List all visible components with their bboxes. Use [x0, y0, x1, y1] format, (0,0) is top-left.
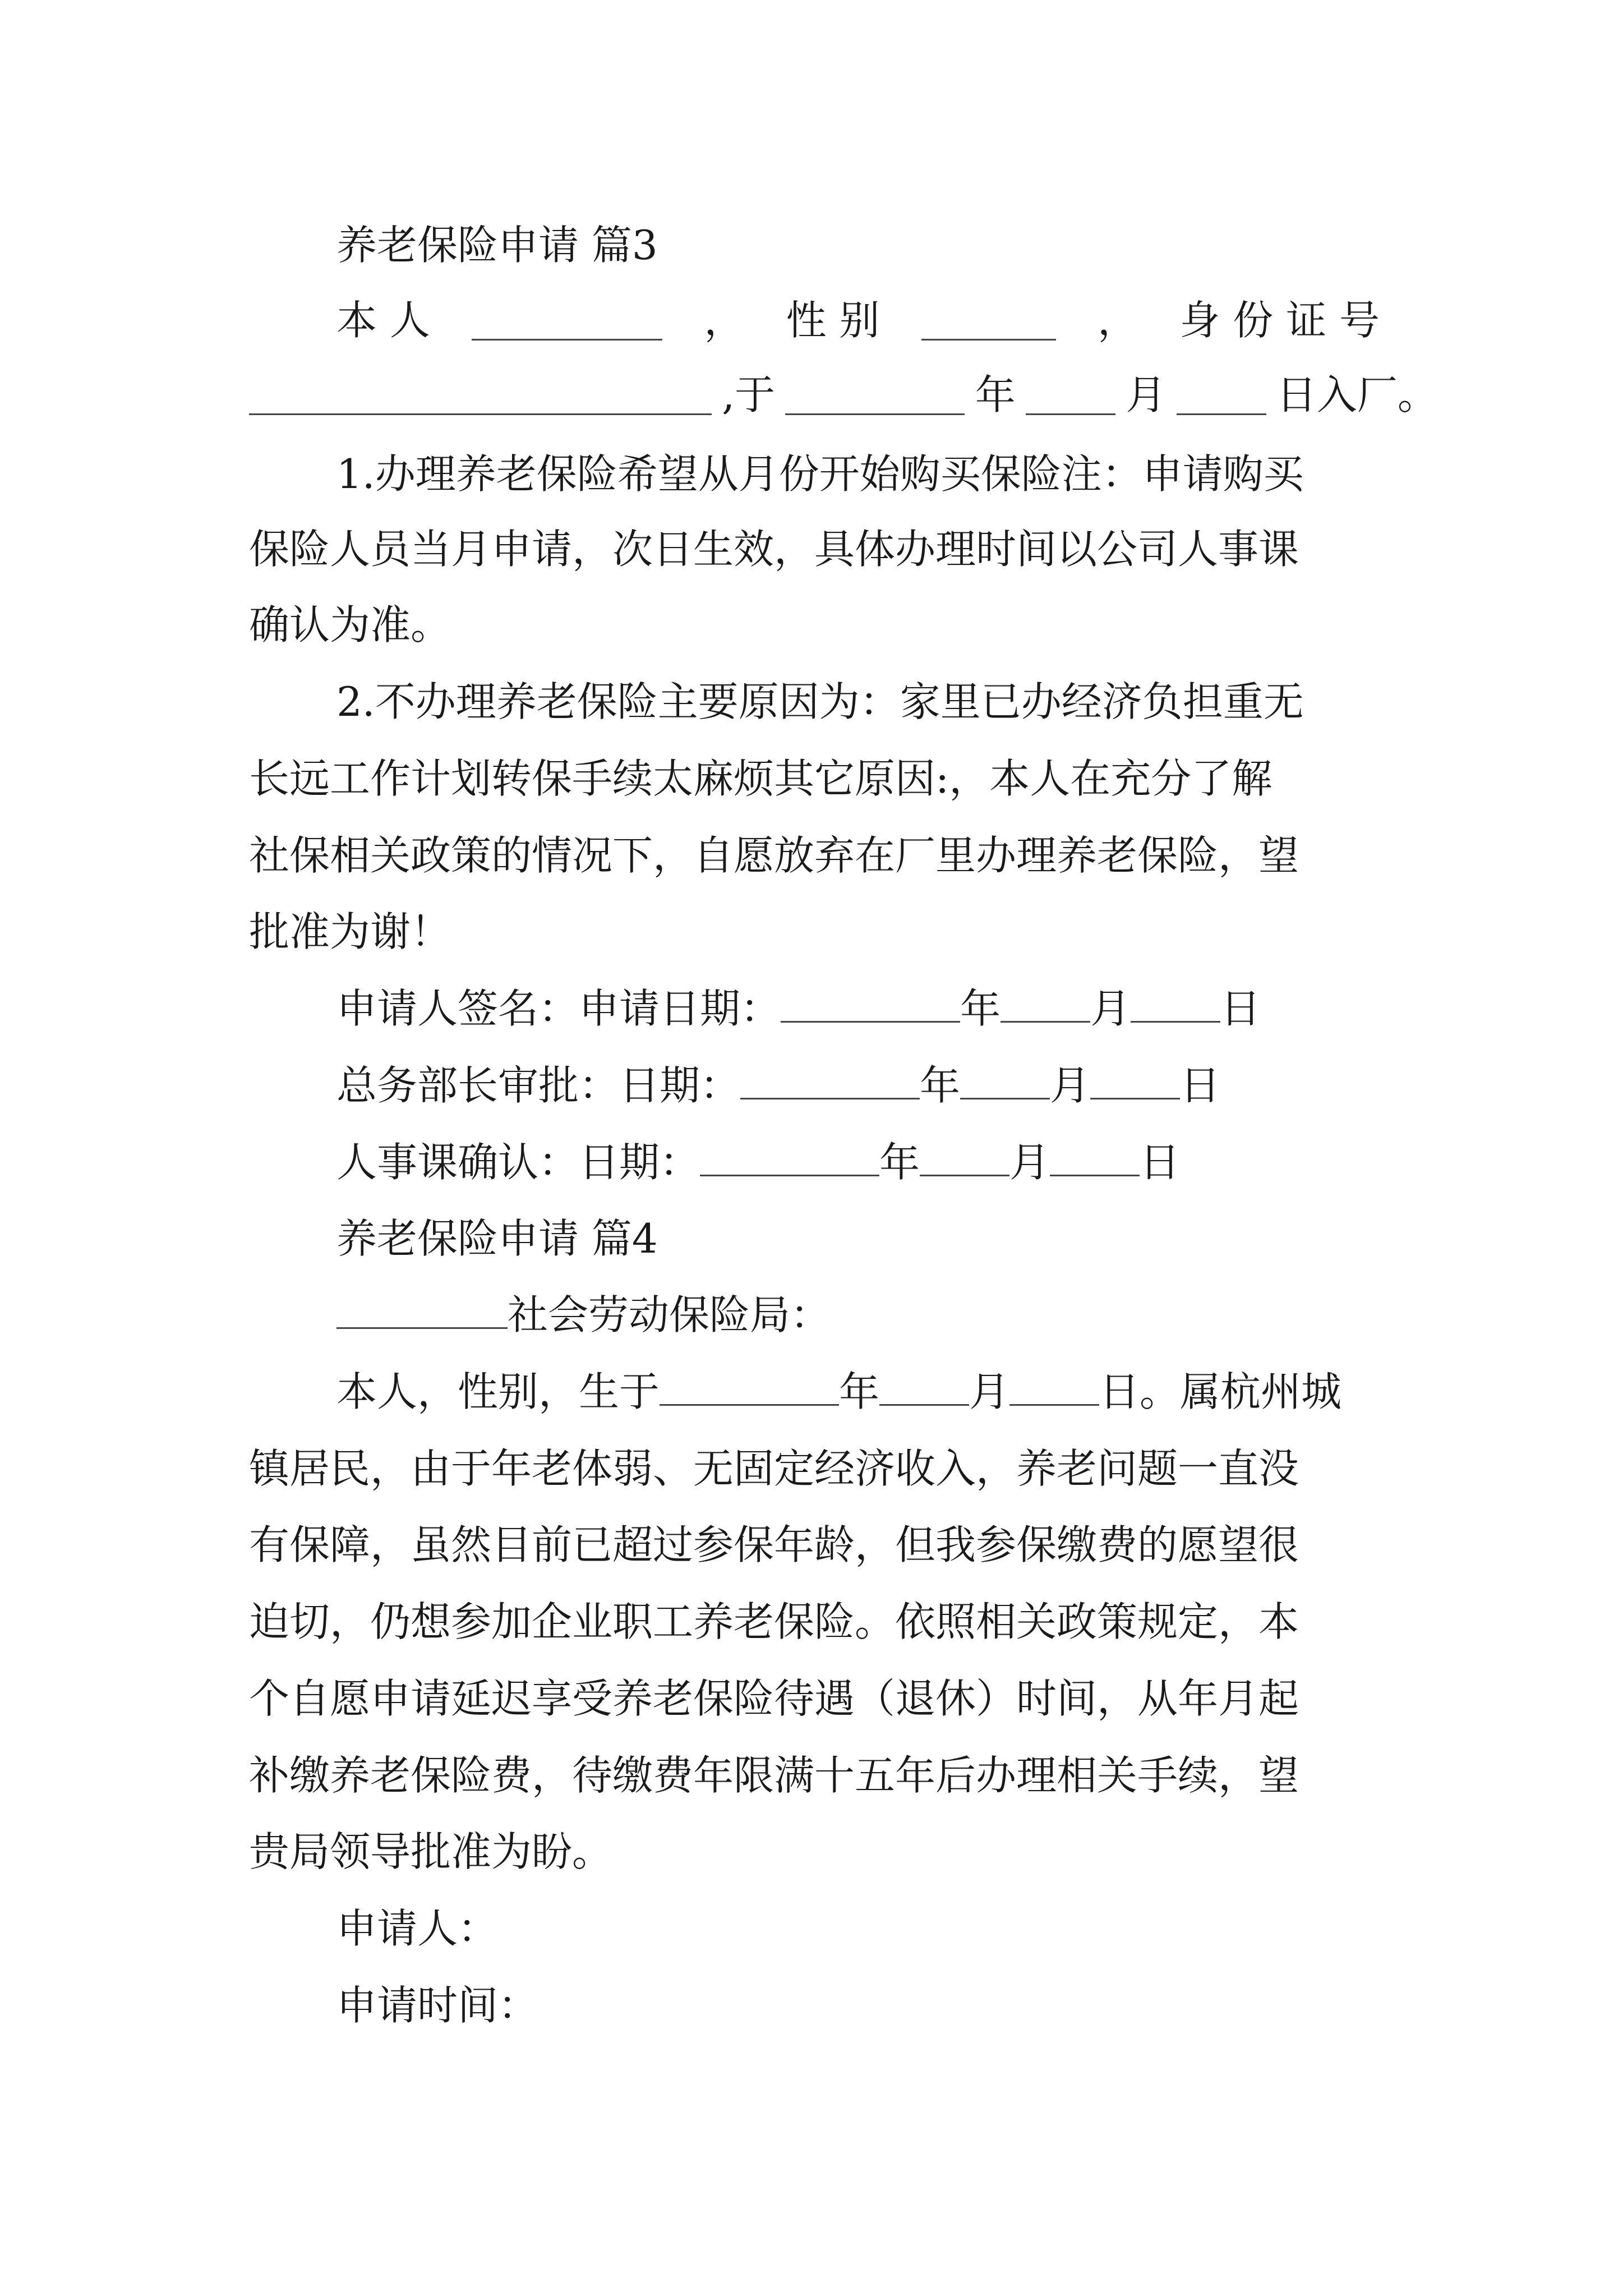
applicant-signature-line [336, 982, 1380, 1036]
sign3-month-label: 月 [1009, 1139, 1050, 1186]
hr-confirmation-label: 人事课确认：日期： [336, 1139, 700, 1186]
sign1-day-blank [1131, 983, 1220, 1023]
entry-year-label: 年 [975, 371, 1016, 418]
entry-day-blank [1177, 375, 1266, 415]
sign1-year-blank [781, 983, 960, 1023]
item1-line: 确认为准。 [249, 601, 451, 648]
applicant-signature-label: 申请人签名：申请日期： [336, 985, 781, 1032]
paragraph-line: 补缴养老保险费，待缴费年限满十五年后办理相关手续，望 [249, 1752, 1299, 1799]
entry-month-blank [1026, 375, 1115, 415]
item2-line: 批准为谢！ [249, 908, 451, 955]
bureau-name-blank [336, 1289, 508, 1329]
applicant-info-line [336, 293, 1380, 347]
paragraph-line: 个自愿申请延迟享受养老保险待遇（退休）时间，从年月起 [249, 1675, 1299, 1722]
sign2-year-blank [740, 1060, 920, 1099]
sign2-month-label: 月 [1050, 1062, 1091, 1109]
paragraph-line: 迫切，仍想参加企业职工养老保险。依照相关政策规定，本 [249, 1598, 1299, 1645]
sign2-year-label: 年 [920, 1062, 961, 1109]
birth-date-label: 本人，性别，生于 [336, 1368, 660, 1415]
item2-line: 长远工作计划转保手续太麻烦其它原因:，本人在充分了解 [249, 755, 1272, 802]
item1-line: 保险人员当月申请，次日生效，具体办理时间以公司人事课 [249, 526, 1299, 573]
gender-label: 性 别 [786, 297, 880, 344]
addressee-label: 社会劳动保险局： [508, 1291, 831, 1338]
addressee-line [336, 1288, 1380, 1342]
sign3-month-blank [920, 1137, 1009, 1176]
applicant-label: 申请人： [336, 1905, 499, 1952]
sign1-year-label: 年 [960, 985, 1001, 1032]
sign3-day-label: 日 [1140, 1139, 1181, 1186]
birth-date-line [336, 1365, 1380, 1419]
self-label: 本 人 [336, 297, 430, 344]
entry-month-label: 月 [1126, 371, 1166, 418]
sign3-year-label: 年 [879, 1139, 920, 1186]
sign1-day-label: 日 [1220, 985, 1261, 1032]
application-time-label: 申请时间： [336, 1982, 539, 2029]
comma-1: ， [704, 297, 745, 344]
sign3-day-blank [1050, 1137, 1140, 1176]
id-number-label: 身 份 证 号 [1179, 297, 1380, 344]
director-approval-label: 总务部长审批：日期： [336, 1062, 741, 1109]
sign2-month-blank [960, 1060, 1050, 1099]
director-approval-line [336, 1059, 1380, 1112]
sign1-month-label: 月 [1090, 985, 1131, 1032]
entry-comma-label: ,于 [722, 371, 776, 418]
birth-month-label: 月 [969, 1368, 1010, 1415]
birth-day-blank [1009, 1366, 1099, 1406]
sign1-month-blank [1000, 983, 1090, 1023]
id-number-blank [249, 375, 712, 415]
hr-confirmation-line [336, 1135, 1380, 1189]
birth-year-label: 年 [839, 1368, 880, 1415]
name-blank [472, 301, 662, 341]
section3-heading: 养老保险申请 篇3 [336, 222, 658, 269]
sign2-day-blank [1090, 1060, 1180, 1099]
paragraph-line: 有保障，虽然目前已超过参保年龄，但我参保缴费的愿望很 [249, 1521, 1299, 1568]
item2-line: 社保相关政策的情况下，自愿放弃在厂里办理养老保险，望 [249, 832, 1299, 879]
item1-line: 1.办理养老保险希望从月份开始购买保险注：申请购买 [336, 450, 1304, 498]
birth-year-blank [660, 1366, 839, 1406]
gender-blank [921, 301, 1056, 341]
paragraph-line: 镇居民，由于年老体弱、无固定经济收入，养老问题一直没 [249, 1445, 1299, 1492]
section4-heading: 养老保险申请 篇4 [336, 1215, 658, 1262]
sign3-year-blank [700, 1137, 879, 1176]
paragraph-line: 贵局领导批准为盼。 [249, 1828, 613, 1875]
entry-date-line [249, 368, 1438, 422]
birth-day-label: 日。属杭州城 [1099, 1368, 1342, 1415]
sign2-day-label: 日 [1180, 1062, 1221, 1109]
entry-day-label: 日入厂。 [1276, 371, 1438, 418]
birth-month-blank [879, 1366, 969, 1406]
comma-2: ， [1098, 297, 1138, 344]
item2-line: 2.不办理养老保险主要原因为：家里已办经济负担重无 [336, 678, 1304, 725]
entry-year-blank [785, 375, 965, 415]
